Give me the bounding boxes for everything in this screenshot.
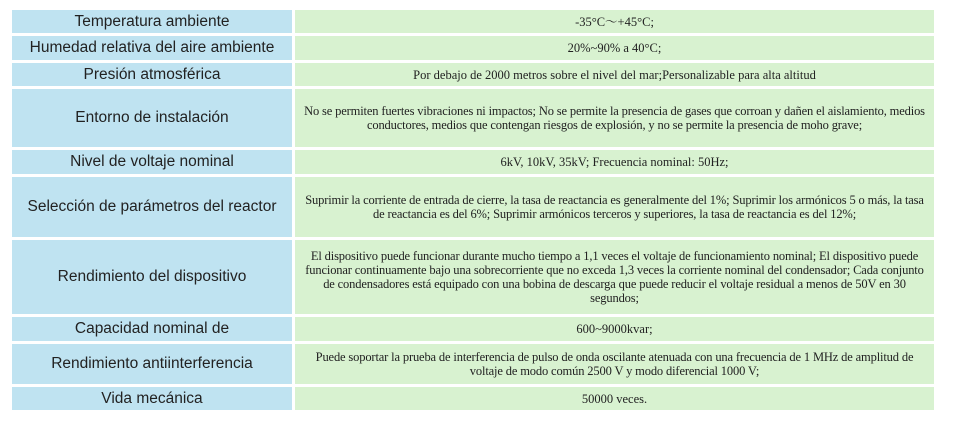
table-row — [12, 150, 934, 174]
parameter-cell: Vida mecánica — [12, 387, 295, 410]
value-cell: -35°C～+45°C; — [295, 10, 934, 33]
value-cell: No se permiten fuertes vibraciones ni impactos; No se permite la presencia de gases que corroan y dañen el aislamiento, medios conductores, medios que contengan riesgos de explosión, y no se permite la presencia de moho grave; — [295, 89, 934, 147]
parameter-cell: Entorno de instalación — [12, 89, 295, 147]
table-row — [12, 344, 934, 384]
value-cell: Por debajo de 2000 metros sobre el nivel del mar;Personalizable para alta altitud — [295, 63, 934, 86]
parameter-cell: Rendimiento del dispositivo — [12, 240, 295, 314]
parameter-cell: Rendimiento antiinterferencia — [12, 344, 295, 384]
value-cell: Suprimir la corriente de entrada de cierre, la tasa de reactancia es generalmente del 1%; Suprimir los armónicos 5 o más, la tasa de reactancia es del 6%; Suprimir armónicos terceros y superiores, la tasa de reactancia es del 12%; — [295, 177, 934, 237]
table-row — [12, 36, 934, 60]
table-row — [12, 177, 934, 237]
parameter-cell: Temperatura ambiente — [12, 10, 295, 33]
parameter-cell: Selección de parámetros del reactor — [12, 177, 295, 237]
table-row — [12, 387, 934, 410]
parameter-cell: Humedad relativa del aire ambiente — [12, 36, 295, 60]
value-cell: 600~9000kvar; — [295, 317, 934, 341]
parameter-cell: Presión atmosférica — [12, 63, 295, 86]
table-row — [12, 317, 934, 341]
parameter-cell: Nivel de voltaje nominal — [12, 150, 295, 174]
value-cell: Puede soportar la prueba de interferencia de pulso de onda oscilante atenuada con una frecuencia de 1 MHz de amplitud de voltaje de modo común 2500 V y modo diferencial 1000 V; — [295, 344, 934, 384]
value-cell: El dispositivo puede funcionar durante mucho tiempo a 1,1 veces el voltaje de funcionamiento nominal; El dispositivo puede funcionar continuamente bajo una sobrecorriente que no exceda 1,3 veces la corriente nominal del condensador; Cada conjunto de condensadores está equipado con una bobina de descarga que puede reducir el voltaje residual a menos de 50V en 30 segundos; — [295, 240, 934, 314]
table-row — [12, 63, 934, 86]
specifications-table — [12, 7, 934, 413]
table-row — [12, 10, 934, 33]
value-cell: 6kV, 10kV, 35kV; Frecuencia nominal: 50Hz; — [295, 150, 934, 174]
table-row — [12, 240, 934, 314]
value-cell: 50000 veces. — [295, 387, 934, 410]
table-row — [12, 89, 934, 147]
value-cell: 20%~90% a 40°C; — [295, 36, 934, 60]
parameter-cell: Capacidad nominal de — [12, 317, 295, 341]
